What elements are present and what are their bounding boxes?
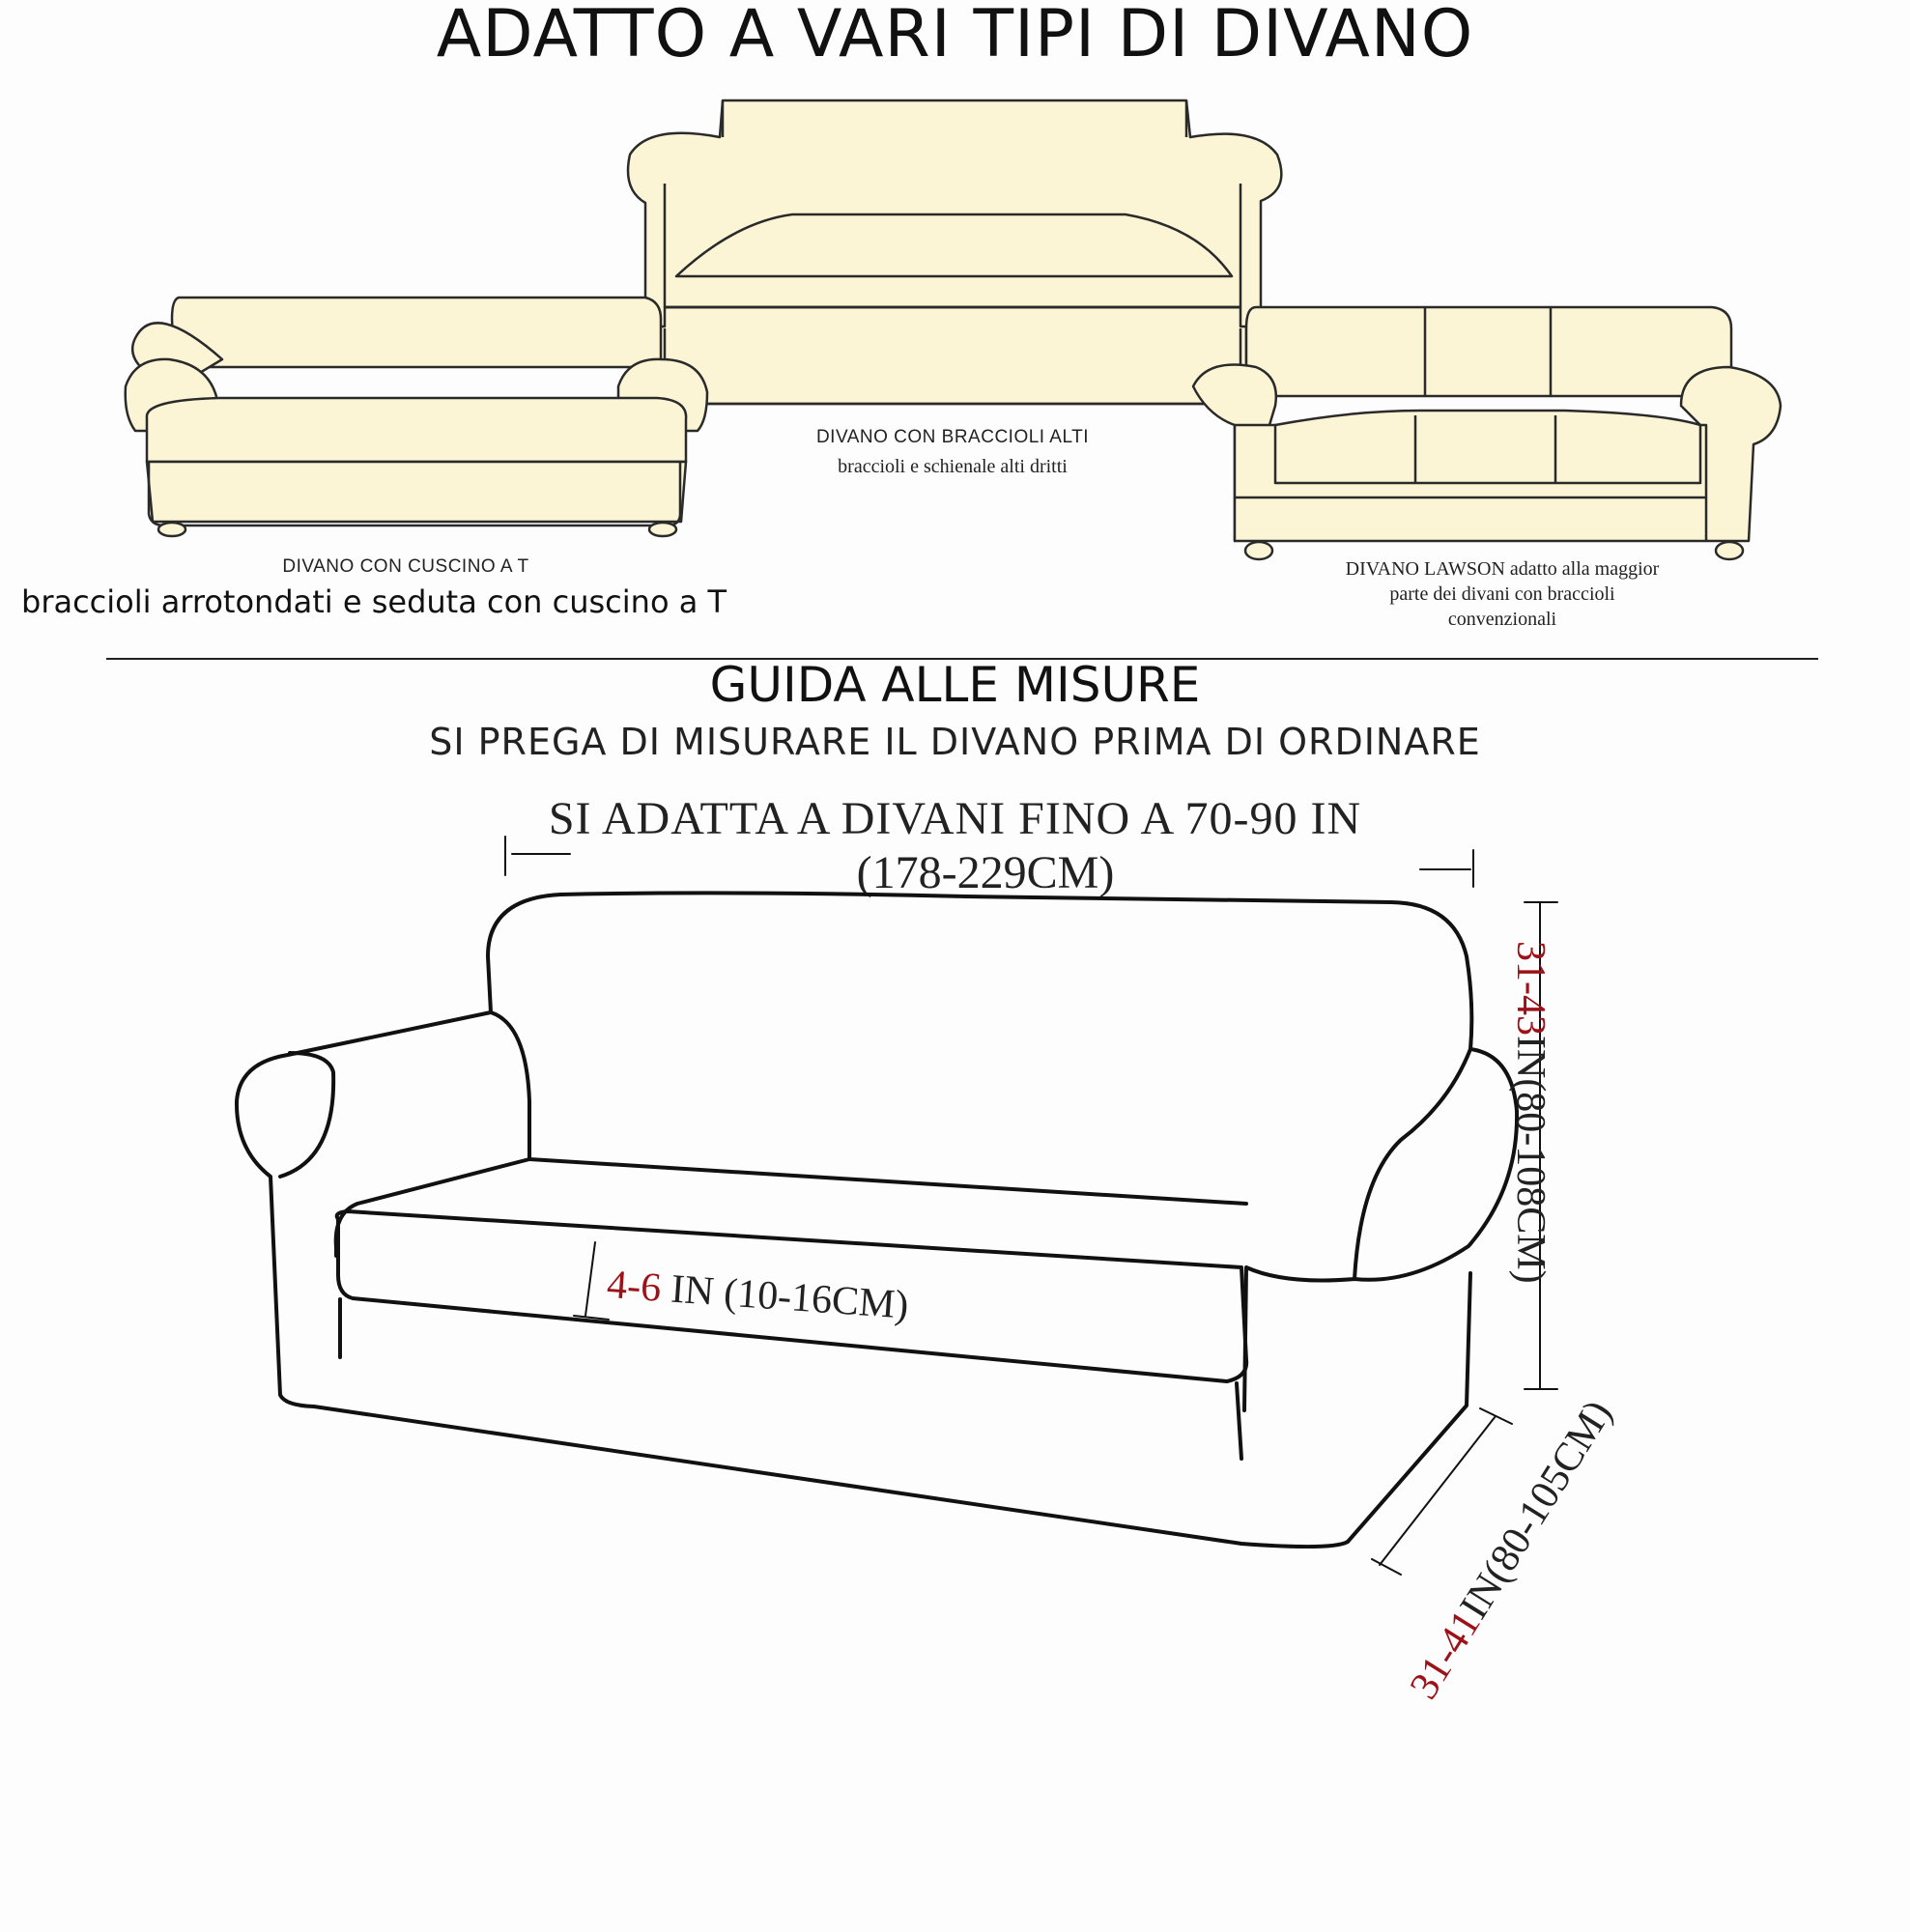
width-measure-cm: (178-229CM) (856, 847, 1115, 898)
height-measure-inches: 31-43 (1508, 941, 1553, 1036)
size-guide-subtitle: SI PREGA DI MISURARE IL DIVANO PRIMA DI ORDINARE (429, 721, 1481, 763)
size-guide-title: GUIDA ALLE MISURE (709, 657, 1201, 713)
cushion-thickness-cm: IN (10-16CM) (659, 1265, 910, 1328)
lawson-label-line-1: DIVANO LAWSON adatto alla maggior (1345, 558, 1660, 580)
high-arm-sofa-label: DIVANO CON BRACCIOLI ALTI (815, 427, 1090, 447)
width-measure-label: SI ADATTA A DIVANI FINO A 70-90 IN (548, 793, 1362, 844)
depth-measure-cm: IN(80-105CM) (1451, 1392, 1621, 1627)
page-title: ADATTO A VARI TIPI DI DIVANO (436, 0, 1474, 72)
height-measure-label (1507, 941, 1554, 1284)
cushion-thickness-inches: 4-6 (605, 1262, 663, 1311)
high-arm-sofa-description: braccioli e schienale alti dritti (838, 456, 1068, 477)
t-cushion-sofa-description: braccioli arrotondati e seduta con cuscino a T (21, 583, 727, 620)
lawson-label-line-2: parte dei divani con braccioli (1389, 583, 1615, 605)
lawson-label-line-3: convenzionali (1447, 609, 1557, 630)
depth-measure-inches: 31-41 (1401, 1603, 1490, 1707)
height-measure-cm: IN(80-108CM) (1508, 1036, 1553, 1284)
t-cushion-sofa-label: DIVANO CON CUSCINO A T (282, 556, 529, 577)
